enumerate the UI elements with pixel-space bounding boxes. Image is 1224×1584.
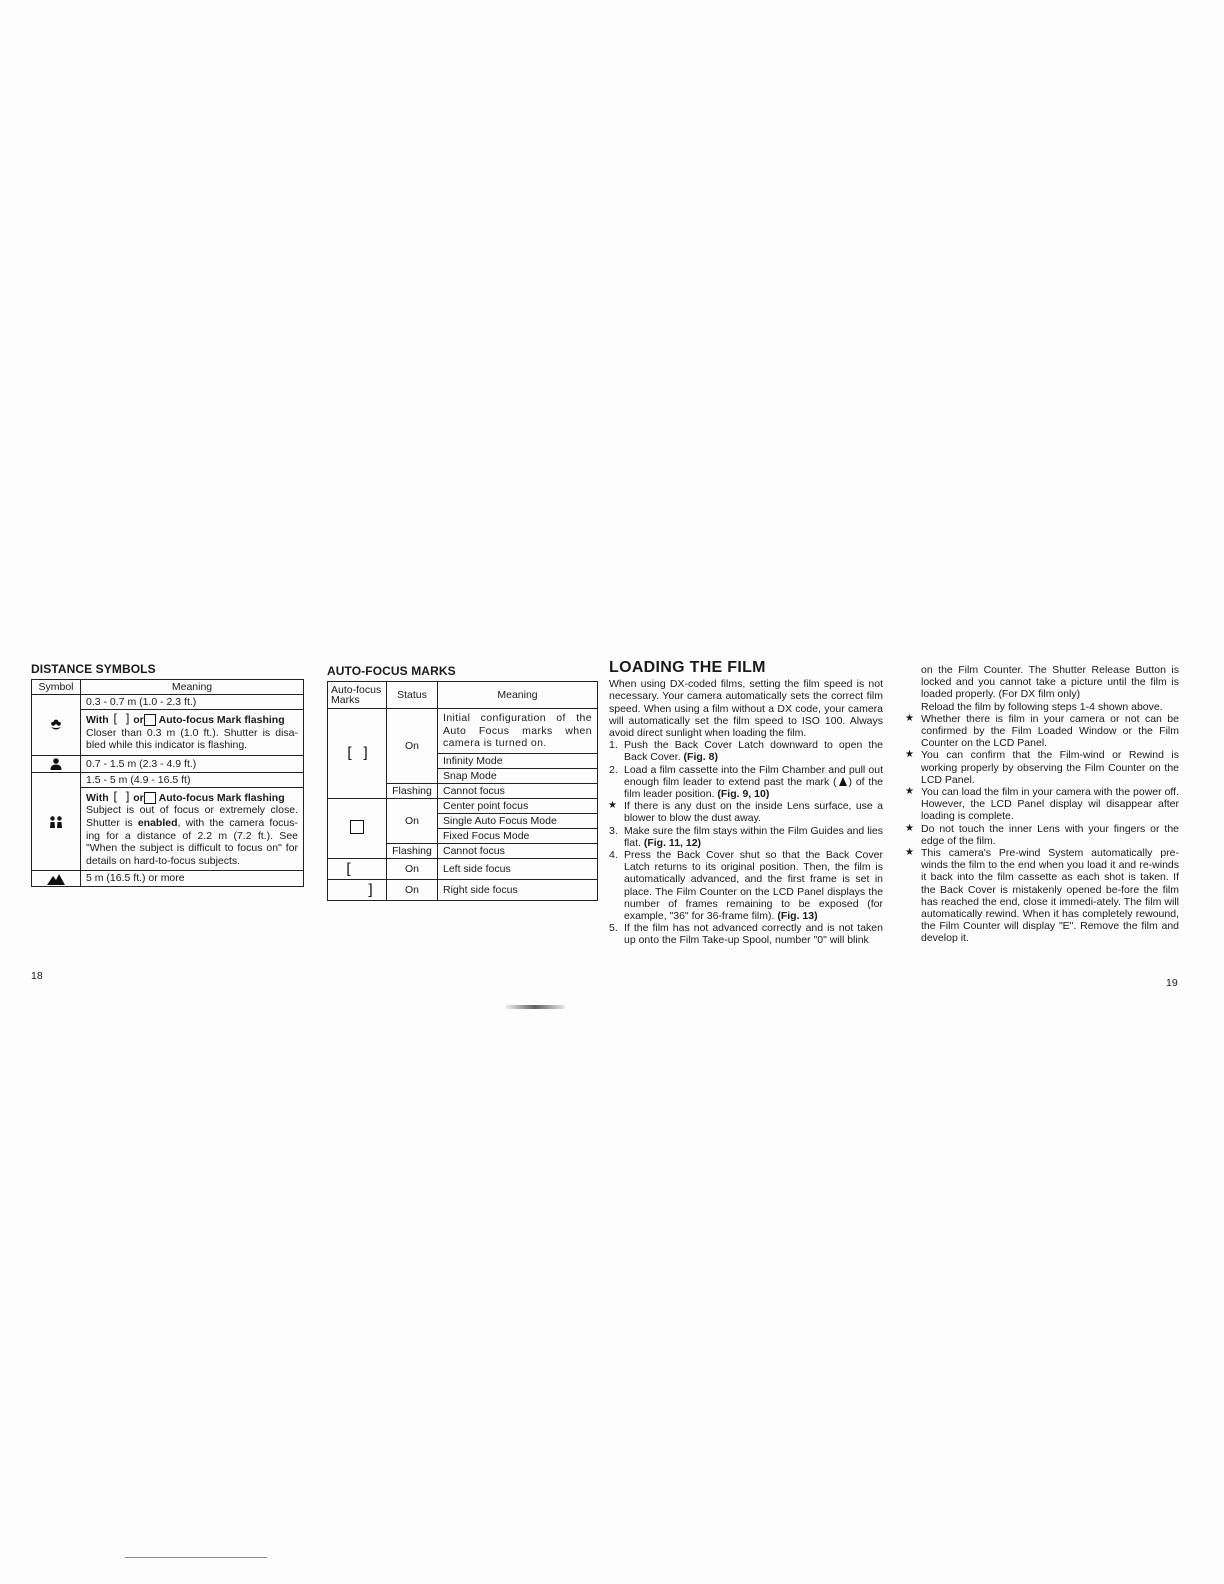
table-row bbox=[328, 858, 598, 879]
note-text: You can confirm that the Film-wind or Rewind is working properly by observing the Film Counter on the LCD Panel. bbox=[921, 749, 1179, 786]
flash-pre: With bbox=[86, 791, 109, 804]
status-cell: On bbox=[387, 879, 438, 900]
flash-post: Auto-focus Mark flashing bbox=[158, 791, 285, 804]
meaning-cell: Cannot focus bbox=[438, 783, 598, 798]
meaning-cell: Center point focus bbox=[438, 798, 598, 813]
step-text: Load a film cassette into the Film Chamber and pull out enough film leader to extend past the mark ( bbox=[624, 763, 883, 788]
bracket-mark-icon: [ ] bbox=[111, 712, 131, 726]
left-bracket-icon: [ bbox=[328, 858, 387, 879]
notes-list bbox=[905, 713, 1179, 945]
meaning-cell: Right side focus bbox=[438, 879, 598, 900]
meaning-cell: Single Auto Focus Mode bbox=[438, 813, 598, 828]
figure-ref: (Fig. 8) bbox=[683, 751, 718, 764]
step-text: ) of the film leader position. bbox=[624, 775, 884, 801]
step-number: 3. bbox=[609, 824, 618, 837]
list-item bbox=[609, 849, 883, 922]
table-row bbox=[328, 879, 598, 900]
step-text: If the film has not advanced correctly and is not taken up onto the Film Take-up Spool, number "0" will blink bbox=[624, 922, 883, 947]
note-text: This camera's Pre-wind System automatically pre-winds the film to the end when you load it and re-winds it back into the film cassette as each shot is taken. If the Back Cover is mistakenly opened be-fore the film has reached the end, close it immedi-ately. The film will automatically rewind. When it has completely rewound, the Film Counter will display "E". Remove the film and develop it. bbox=[921, 847, 1179, 945]
scan-smudge bbox=[505, 1005, 565, 1009]
row-description: Closer than 0.3 m (1.0 ft.). Shutter is disa-bled while this indicator is flashing. bbox=[86, 726, 298, 752]
note-text: If there is any dust on the inside Lens surface, use a blower to blow the dust away. bbox=[624, 800, 883, 825]
list-item bbox=[609, 825, 883, 849]
table-row bbox=[32, 871, 304, 886]
list-item bbox=[906, 847, 1179, 945]
header-marks: Auto-focus Marks bbox=[328, 682, 387, 709]
row-range: 0.3 - 0.7 m (1.0 - 2.3 ft.) bbox=[81, 695, 304, 710]
step-text: Make sure the film stays within the Film Guides and lies flat. bbox=[624, 824, 883, 849]
right-bracket-icon: ] bbox=[328, 879, 387, 900]
list-item bbox=[609, 764, 883, 801]
square-mark-icon bbox=[144, 792, 156, 804]
header-status: Status bbox=[387, 682, 438, 709]
flash-pre: With bbox=[86, 714, 109, 726]
list-item bbox=[609, 922, 883, 946]
square-mark-icon bbox=[328, 798, 387, 858]
row-meaning bbox=[81, 787, 304, 871]
distance-symbols-section bbox=[31, 662, 305, 887]
row-description-bold: enabled bbox=[137, 816, 178, 829]
mountain-icon bbox=[32, 871, 81, 886]
film-leader-mark-icon bbox=[839, 777, 847, 786]
table-header-row bbox=[32, 680, 304, 695]
loading-note bbox=[609, 800, 883, 824]
loading-steps-cont bbox=[609, 825, 883, 947]
list-item bbox=[906, 786, 1179, 823]
note-text: Do not touch the inner Lens with your fingers or the edge of the film. bbox=[921, 822, 1179, 847]
note-text: You can load the film in your camera with the power off. However, the LCD Panel display wil disappear after loading is complete. bbox=[921, 786, 1179, 823]
person-icon bbox=[32, 755, 81, 772]
scan-line bbox=[125, 1557, 267, 1558]
list-item bbox=[906, 749, 1179, 786]
meaning-cell: Infinity Mode bbox=[438, 753, 598, 768]
row-range: 5 m (16.5 ft.) or more bbox=[81, 871, 304, 886]
list-item bbox=[906, 823, 1179, 847]
meaning-cell: Snap Mode bbox=[438, 768, 598, 783]
flash-or: or bbox=[133, 791, 144, 804]
page-number-right: 19 bbox=[1166, 977, 1178, 989]
row-range: 0.7 - 1.5 m (2.3 - 4.9 ft.) bbox=[81, 755, 304, 772]
figure-ref: (Fig. 9, 10) bbox=[717, 788, 770, 801]
group-icon bbox=[32, 772, 81, 871]
status-cell: Flashing bbox=[387, 783, 438, 798]
meaning-cell: Left side focus bbox=[438, 858, 598, 879]
loading-steps bbox=[609, 739, 883, 800]
step-number: 4. bbox=[609, 849, 618, 862]
bracket-mark-icon: [ ] bbox=[328, 709, 387, 799]
header-meaning: Meaning bbox=[438, 682, 598, 709]
list-item bbox=[609, 800, 883, 824]
status-cell: On bbox=[387, 858, 438, 879]
continued-paragraph: on the Film Counter. The Shutter Release Button is locked and you cannot take a picture until the film is loaded properly. (For DX film only) bbox=[921, 664, 1179, 701]
page-number-left: 18 bbox=[31, 970, 43, 982]
flash-post: Auto-focus Mark flashing bbox=[158, 714, 285, 726]
list-item bbox=[906, 713, 1179, 750]
figure-ref: (Fig. 11, 12) bbox=[643, 836, 702, 849]
table-row bbox=[32, 695, 304, 710]
step-text: Press the Back Cover shut so that the Back Cover Latch returns to its original position. Then, the film is automatically advanced, and the first frame is set in place. The Film Counter on the LCD Panel displays the number of frames remaining to be exposed (for example, "36" for 36-frame film). bbox=[624, 849, 883, 923]
status-cell: On bbox=[387, 798, 438, 843]
star-icon: ★ bbox=[905, 749, 914, 761]
table-row bbox=[32, 772, 304, 787]
meaning-cell: Cannot focus bbox=[438, 843, 598, 858]
table-row bbox=[328, 709, 598, 754]
step-number: 5. bbox=[609, 922, 618, 935]
meaning-cell: Initial configuration of the Auto Focus marks when camera is turned on. bbox=[438, 709, 598, 754]
row-description-b: , with the camera focus-ing for a distance of 2.2 m (7.2 ft.). See "When the subject is difficult to focus on" for details on hard-to-focus subjects. bbox=[86, 816, 299, 867]
star-icon: ★ bbox=[905, 847, 914, 859]
intro-paragraph: When using DX-coded films, setting the film speed is not necessary. Your camera automatically sets the correct film speed. When using a film without a DX code, your camera will automatically set the film speed to ISO 100. Always avoid direct sunlight when loading the film. bbox=[609, 678, 883, 740]
row-meaning bbox=[81, 710, 304, 756]
star-icon: ★ bbox=[608, 800, 617, 812]
note-text: Whether there is film in your camera or not can be confirmed by the Film Loaded Window or the Film Counter on the LCD Panel. bbox=[921, 712, 1179, 750]
bracket-mark-icon: [ ] bbox=[111, 789, 131, 804]
table-header-row bbox=[328, 682, 598, 709]
loading-film-section bbox=[608, 659, 884, 947]
continued-section bbox=[905, 664, 1179, 945]
distance-symbols-table bbox=[31, 679, 304, 887]
flash-or: or bbox=[133, 714, 144, 726]
table-row bbox=[328, 798, 598, 813]
figure-ref: (Fig. 13) bbox=[777, 910, 818, 923]
distance-symbols-title: DISTANCE SYMBOLS bbox=[31, 662, 156, 676]
list-item bbox=[609, 739, 883, 763]
star-icon: ★ bbox=[905, 786, 914, 798]
header-meaning: Meaning bbox=[81, 680, 304, 695]
auto-focus-title: AUTO-FOCUS MARKS bbox=[327, 664, 456, 678]
star-icon: ★ bbox=[905, 822, 914, 834]
flower-icon bbox=[32, 695, 81, 756]
reload-paragraph: Reload the film by following steps 1-4 shown above. bbox=[921, 700, 1163, 713]
table-row bbox=[32, 755, 304, 772]
status-cell: On bbox=[387, 709, 438, 784]
row-description-a: Subject is out of focus or extremely close. Shutter is bbox=[86, 804, 298, 829]
loading-film-title: LOADING THE FILM bbox=[609, 659, 766, 676]
auto-focus-table bbox=[327, 681, 598, 901]
step-number: 2. bbox=[609, 763, 618, 776]
step-number: 1. bbox=[609, 739, 618, 752]
meaning-cell: Fixed Focus Mode bbox=[438, 828, 598, 843]
square-mark-icon bbox=[144, 714, 156, 726]
status-cell: Flashing bbox=[387, 843, 438, 858]
step-text: Push the Back Cover Latch downward to open the Back Cover. bbox=[624, 739, 883, 764]
row-range: 1.5 - 5 m (4.9 - 16.5 ft) bbox=[81, 772, 304, 787]
auto-focus-section bbox=[327, 664, 599, 901]
star-icon: ★ bbox=[905, 712, 914, 724]
header-symbol: Symbol bbox=[32, 680, 81, 695]
